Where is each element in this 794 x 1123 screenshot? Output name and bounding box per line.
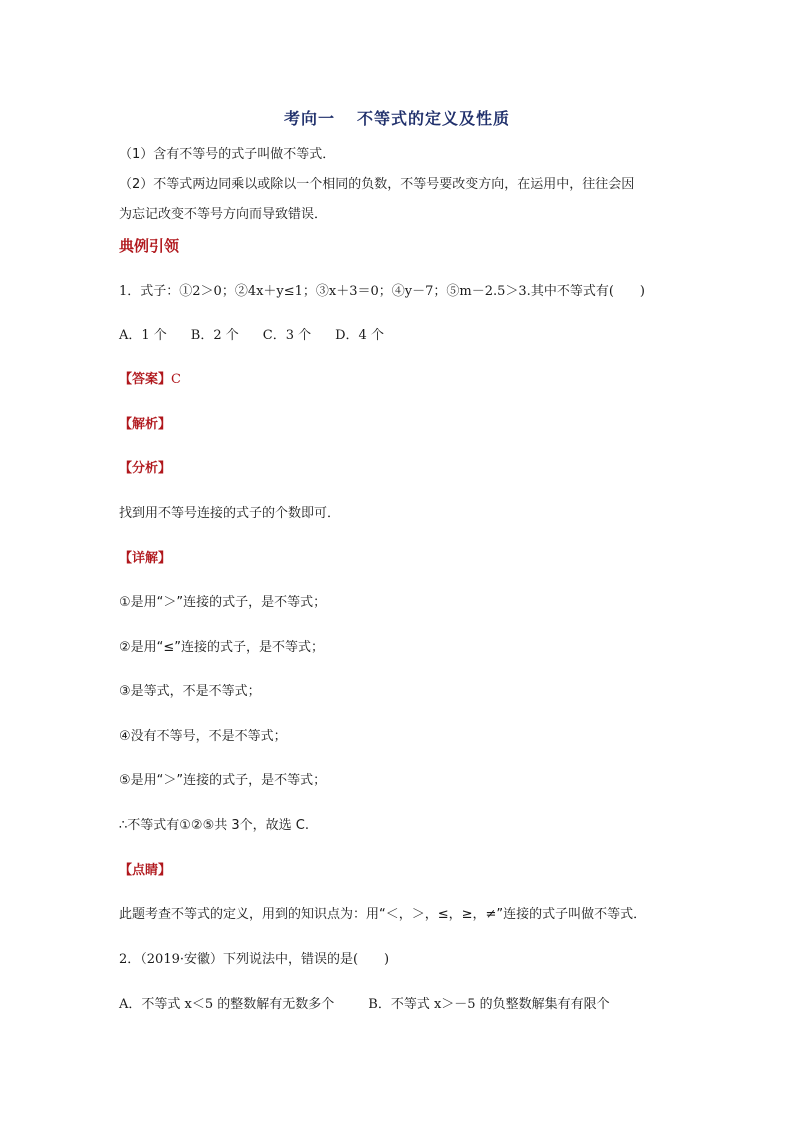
detail-line: ②是用“≤”连接的式子，是不等式； [119,640,325,655]
option-b: B．2 个 [190,328,239,343]
answer-row [119,371,181,389]
question-2-stem: 2．（2019·安徽）下列说法中，错误的是( ) [119,952,390,967]
answer-value: C [171,372,181,387]
option-b: B．不等式 x＞－5 的负整数解集有有限个 [368,997,610,1012]
analysis-label: 【解析】 [119,417,172,432]
question-1-options [119,327,408,345]
detail-line: ③是等式，不是不等式； [119,684,261,699]
point-2-line-1: （2）不等式两边同乘以或除以一个相同的负数，不等号要改变方向，在运用中，往往会因 [119,177,635,192]
question-2-options [119,996,610,1014]
dianjing-label: 【点睛】 [119,863,172,878]
fenxi-label: 【分析】 [119,461,172,476]
section-title-part2: 不等式的定义及性质 [357,109,511,128]
dianjing-text: 此题考查不等式的定义，用到的知识点为：用“＜，＞，≤，≥，≠”连接的式子叫做不等式． [119,907,647,922]
section-title [0,106,794,129]
option-c: C．3 个 [262,328,312,343]
fenxi-text: 找到用不等号连接的式子的个数即可． [119,506,341,521]
point-1: （1）含有不等号的式子叫做不等式． [119,147,336,162]
conclusion: ∴不等式有①②⑤共 3个，故选 C. [119,818,309,833]
point-2-line-2: 为忘记改变不等号方向而导致错误． [119,207,328,222]
detail-label: 【详解】 [119,551,172,566]
option-d: D．4 个 [335,328,384,343]
section-title-part1: 考向一 [283,109,335,128]
option-a: A．1 个 [119,328,167,343]
examples-heading: 典例引领 [119,237,180,255]
detail-line: ⑤是用“＞”连接的式子，是不等式； [119,773,327,788]
detail-line: ①是用“＞”连接的式子，是不等式； [119,595,327,610]
question-1-stem: 1．式子：①2＞0；②4x＋y≤1；③x＋3＝0；④y－7；⑤m－2.5＞3.其中不等式有( ) [119,284,645,299]
option-a: A．不等式 x＜5 的整数解有无数多个 [119,997,335,1012]
answer-label: 【答案】 [119,372,172,387]
detail-line: ④没有不等号，不是不等式； [119,729,287,744]
